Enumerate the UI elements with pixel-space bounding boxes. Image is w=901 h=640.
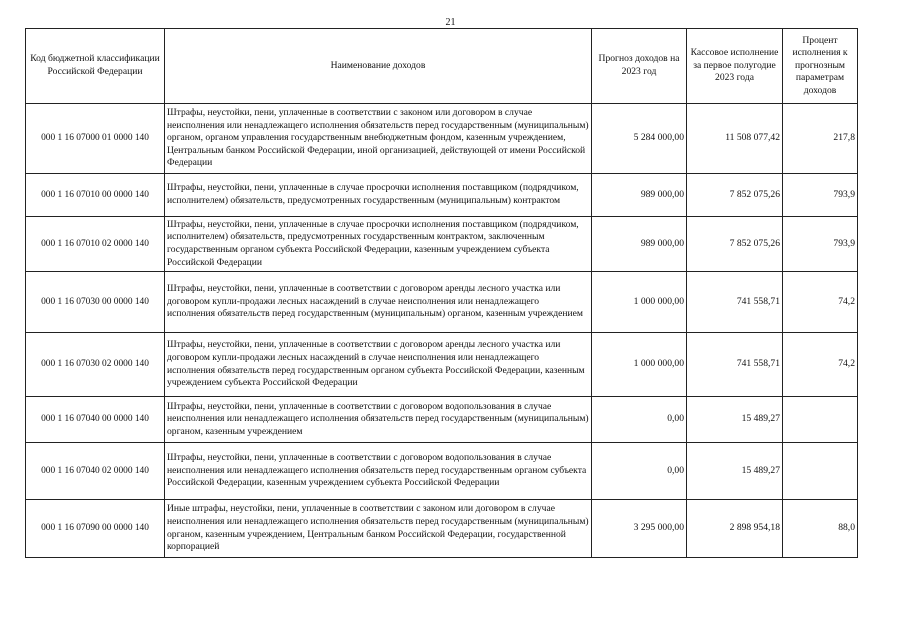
row-name: Штрафы, неустойки, пени, уплаченные в соответствии с договором аренды лесного участка или договором купли-продажи лесных насаждений в случае неисполнения или ненадлежащего исполнения обязательств перед государственным органом субъекта Российской Федерации, казенным учреждением субъекта Российской Федерации bbox=[165, 333, 592, 397]
row-code: 000 1 16 07010 02 0000 140 bbox=[26, 217, 165, 272]
row-execution: 15 489,27 bbox=[687, 443, 783, 500]
table-row bbox=[26, 104, 858, 174]
table-header-row bbox=[26, 29, 858, 104]
row-name: Штрафы, неустойки, пени, уплаченные в соответствии с договором аренды лесного участка или договором купли-продажи лесных насаждений в случае неисполнения или ненадлежащего исполнения обязательств перед государственным (муниципальным) органом, казенным учреждением bbox=[165, 272, 592, 333]
table-row bbox=[26, 174, 858, 217]
row-forecast: 0,00 bbox=[592, 443, 687, 500]
row-code: 000 1 16 07000 01 0000 140 bbox=[26, 104, 165, 174]
row-percent bbox=[783, 443, 858, 500]
row-name: Иные штрафы, неустойки, пени, уплаченные в соответствии с законом или договором в случае неисполнения или ненадлежащего исполнения обязательств перед государственным (муниципальным) органом, казенным учреждением, Центральным банком Российской Федерации, государственной корпорацией bbox=[165, 500, 592, 558]
row-forecast: 3 295 000,00 bbox=[592, 500, 687, 558]
row-percent: 74,2 bbox=[783, 333, 858, 397]
row-forecast: 1 000 000,00 bbox=[592, 272, 687, 333]
header-percent: Процент исполнения к прогнозным параметрам доходов bbox=[783, 29, 858, 104]
row-name: Штрафы, неустойки, пени, уплаченные в случае просрочки исполнения поставщиком (подрядчиком, исполнителем) обязательств, предусмотренных государственным контрактом, заключенным государственным органом субъекта Российской Федерации, казенным учреждением субъекта Российской Федерации bbox=[165, 217, 592, 272]
header-forecast: Прогноз доходов на 2023 год bbox=[592, 29, 687, 104]
row-code: 000 1 16 07040 00 0000 140 bbox=[26, 397, 165, 443]
row-forecast: 5 284 000,00 bbox=[592, 104, 687, 174]
row-code: 000 1 16 07010 00 0000 140 bbox=[26, 174, 165, 217]
table-row bbox=[26, 500, 858, 558]
row-percent: 793,9 bbox=[783, 174, 858, 217]
row-code: 000 1 16 07040 02 0000 140 bbox=[26, 443, 165, 500]
page-number: 21 bbox=[445, 17, 456, 28]
revenue-table bbox=[25, 28, 858, 558]
row-execution: 741 558,71 bbox=[687, 272, 783, 333]
row-execution: 7 852 075,26 bbox=[687, 217, 783, 272]
table-row bbox=[26, 397, 858, 443]
row-percent: 793,9 bbox=[783, 217, 858, 272]
row-name: Штрафы, неустойки, пени, уплаченные в соответствии с законом или договором в случае неисполнения или ненадлежащего исполнения обязательств перед государственным (муниципальным) органом, органом управления государственным внебюджетным фондом, казенным учреждением, Центральным банком Российской Федерации, иной организацией, действующей от имени Российской Федерации bbox=[165, 104, 592, 174]
table-row bbox=[26, 333, 858, 397]
header-execution: Кассовое исполнение за первое полугодие 2023 года bbox=[687, 29, 783, 104]
row-percent: 88,0 bbox=[783, 500, 858, 558]
row-execution: 2 898 954,18 bbox=[687, 500, 783, 558]
row-execution: 15 489,27 bbox=[687, 397, 783, 443]
row-name: Штрафы, неустойки, пени, уплаченные в случае просрочки исполнения поставщиком (подрядчиком, исполнителем) обязательств, предусмотренных государственным (муниципальным) контрактом bbox=[165, 174, 592, 217]
row-percent: 74,2 bbox=[783, 272, 858, 333]
row-forecast: 1 000 000,00 bbox=[592, 333, 687, 397]
header-name: Наименование доходов bbox=[165, 29, 592, 104]
table-row bbox=[26, 443, 858, 500]
row-percent: 217,8 bbox=[783, 104, 858, 174]
row-forecast: 0,00 bbox=[592, 397, 687, 443]
table-row bbox=[26, 272, 858, 333]
row-percent bbox=[783, 397, 858, 443]
row-code: 000 1 16 07030 02 0000 140 bbox=[26, 333, 165, 397]
row-name: Штрафы, неустойки, пени, уплаченные в соответствии с договором водопользования в случае неисполнения или ненадлежащего исполнения обязательств перед государственным органом субъекта Российской Федерации, казенным учреждением субъекта Российской Федерации bbox=[165, 443, 592, 500]
row-name: Штрафы, неустойки, пени, уплаченные в соответствии с договором водопользования в случае неисполнения или ненадлежащего исполнения обязательств перед государственным (муниципальным) органом, казенным учреждением bbox=[165, 397, 592, 443]
row-execution: 741 558,71 bbox=[687, 333, 783, 397]
header-code: Код бюджетной классификации Российской Федерации bbox=[26, 29, 165, 104]
row-execution: 7 852 075,26 bbox=[687, 174, 783, 217]
row-execution: 11 508 077,42 bbox=[687, 104, 783, 174]
row-code: 000 1 16 07090 00 0000 140 bbox=[26, 500, 165, 558]
table-row bbox=[26, 217, 858, 272]
row-code: 000 1 16 07030 00 0000 140 bbox=[26, 272, 165, 333]
row-forecast: 989 000,00 bbox=[592, 174, 687, 217]
row-forecast: 989 000,00 bbox=[592, 217, 687, 272]
